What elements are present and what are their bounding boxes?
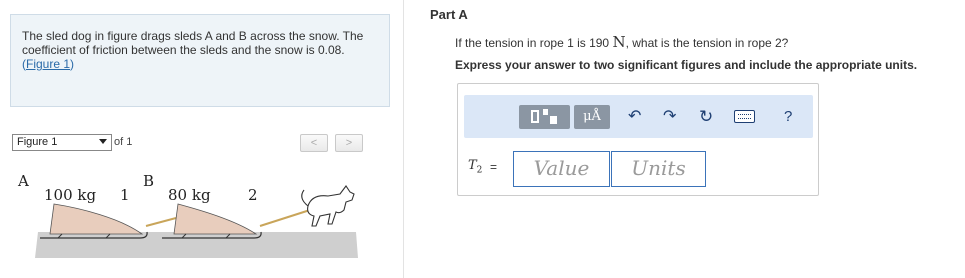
question-text — [455, 33, 788, 51]
rope-2-label: 2 — [248, 186, 258, 204]
figure-link[interactable]: Figure 1 — [26, 57, 71, 71]
keyboard-icon[interactable] — [734, 110, 755, 123]
problem-text: The sled dog in figure drags sleds A and B across the snow. The coefficient of friction between the sleds and the snow is 0.08. — [22, 29, 364, 57]
rope-2 — [260, 210, 310, 226]
mass-b-label: 80 kg — [168, 186, 211, 204]
figure-navigation — [10, 132, 371, 154]
sled-a-load — [50, 204, 142, 234]
sled-figure — [10, 158, 371, 270]
rope-1-label: 1 — [120, 186, 130, 204]
equals-sign: = — [490, 160, 498, 174]
undo-icon[interactable]: ↶ — [628, 108, 642, 125]
figure-link-open: ( — [22, 57, 26, 71]
mass-a-label: 100 kg — [44, 186, 97, 204]
sled-b-load — [174, 204, 256, 234]
units-input[interactable]: Units — [611, 151, 706, 187]
figure-link-line — [22, 57, 377, 71]
value-input[interactable]: Value — [513, 151, 610, 187]
template-icon-part — [550, 116, 557, 124]
math-toolbar — [464, 95, 813, 138]
templates-button[interactable] — [519, 105, 570, 129]
reset-icon[interactable]: ↻ — [699, 107, 714, 126]
previous-figure-button[interactable]: < — [300, 134, 328, 152]
question-post: , what is the tension in rope 2? — [625, 36, 789, 50]
label-a: A — [18, 172, 29, 190]
question-pre: If the tension in rope 1 is 190 — [455, 36, 610, 50]
answer-instruction: Express your answer to two significant figures and include the appropriate units. — [455, 58, 918, 72]
right-panel — [405, 0, 965, 278]
snow-ground — [35, 232, 358, 258]
part-title: Part A — [430, 7, 468, 22]
figure-select-value: Figure 1 — [17, 136, 58, 148]
answer-box — [457, 83, 819, 196]
left-panel — [0, 0, 404, 278]
figure-select[interactable] — [12, 134, 112, 151]
label-b: B — [143, 172, 155, 190]
redo-icon[interactable]: ↷ — [663, 108, 677, 125]
figure-link-close: ) — [70, 57, 75, 71]
template-icon-part — [543, 109, 548, 115]
next-figure-button[interactable]: > — [335, 134, 363, 152]
answer-variable-symbol: T — [468, 158, 477, 173]
problem-statement — [10, 14, 390, 107]
help-button[interactable]: ? — [784, 108, 793, 125]
sled-illustration — [10, 158, 371, 270]
units-symbols-button[interactable]: μÅ — [574, 105, 610, 129]
answer-variable — [468, 158, 482, 176]
answer-variable-subscript: 2 — [476, 165, 483, 176]
figure-count: of 1 — [114, 136, 133, 148]
rope-1 — [146, 218, 176, 226]
dog-icon — [302, 186, 354, 226]
template-icon — [531, 110, 539, 123]
question-unit: N — [612, 33, 626, 51]
chevron-down-icon — [99, 139, 107, 144]
